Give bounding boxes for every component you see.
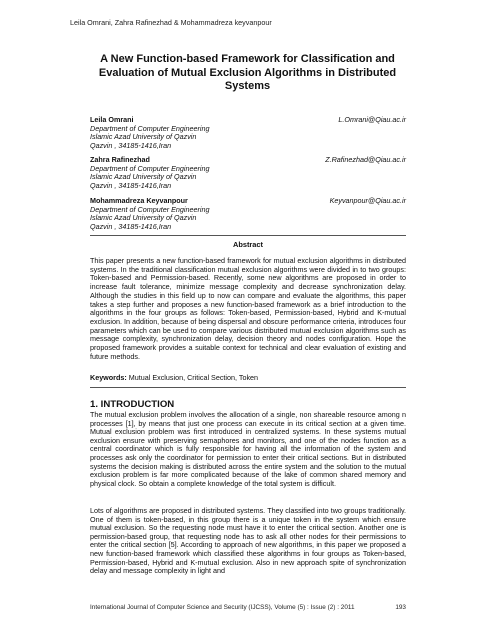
abstract-heading: Abstract: [233, 240, 263, 249]
author-email[interactable]: Keyvanpour@Qiau.ac.ir: [329, 196, 406, 205]
keywords-text: Mutual Exclusion, Critical Section, Token: [128, 373, 259, 382]
author-affiliation-line: Department of Computer Engineering: [90, 163, 210, 173]
author-affiliation-line: Islamic Azad University of Qazvin: [90, 132, 197, 142]
paper-title: A New Function-based Framework for Classification and Evaluation of Mutual Exclusion Algorithms in Distributed Systems: [98, 53, 397, 92]
author-name: Zahra Rafinezhad: [90, 155, 150, 164]
author-block: [90, 156, 406, 190]
author-affiliation-line: Department of Computer Engineering: [90, 123, 210, 133]
author-name: Leila Omrani: [90, 115, 134, 124]
author-affiliation-line: Department of Computer Engineering: [90, 204, 210, 214]
author-affiliation-line: Islamic Azad University of Qazvin: [90, 213, 197, 223]
author-affiliation-line: Qazvin , 34185-1416,Iran: [90, 180, 172, 190]
author-email[interactable]: Z.Rafinezhad@Qiau.ac.ir: [325, 155, 406, 164]
body-paragraph: The mutual exclusion problem involves the allocation of a single, non shareable resource among n processes [1], by means that just one process can execute in its critical section at a given time. Mutual exclusion problem was first introduced in centralized systems. In these systems mutual exclusion ensure with preserving semaphores and monitors, and one of the nodes function as a central coordinator which is fully responsible for having all the information of the system and processes ask only the coordinator for permission to enter their critical sections. But in distributed systems the decision making is distributed across the entire system and the solution to the mutual exclusion problem is far more complicated because of the lake of common shared memory and physical clock. So obtain a complete knowledge of the total system is difficult.: [90, 410, 406, 488]
author-affiliation-line: Islamic Azad University of Qazvin: [90, 172, 197, 182]
keywords-label: Keywords:: [90, 373, 127, 382]
running-head: Leila Omrani, Zahra Rafinezhad & Mohammadreza keyvanpour: [70, 18, 272, 27]
author-affiliation-line: Qazvin , 34185-1416,Iran: [90, 221, 172, 231]
page-footer: [90, 604, 406, 611]
author-email[interactable]: L.Omrani@Qiau.ac.ir: [338, 115, 406, 124]
author-block: [90, 116, 406, 150]
author-affiliation-line: Qazvin , 34185-1416,Iran: [90, 140, 172, 150]
keywords-bottom-rule: [90, 387, 406, 388]
author-block: [90, 197, 406, 231]
section-heading: 1. INTRODUCTION: [90, 399, 175, 410]
abstract-body: This paper presents a new function-based framework for mutual exclusion algorithms in distributed systems. In the traditional classification mutual exclusion algorithms were divided in to two groups: Token-based and Permission-based. Recently, some new algorithms are proposed in order to increase fault tolerance, minimize message complexity and decrease synchronization delay. Although the studies in this field up to now can compare and evaluate the algorithms, this paper takes a step further and proposes a new function-based framework as a brief introduction to the algorithms in the four groups as follows: Token-based, Permission-based, Hybrid and K-mutual exclusion. In addition, because of being dispersal and obscure performance criteria, introduces four parameters which can be used to compare various distributed mutual exclusion algorithms such as message complexity, synchronization delay, decision theory and nodes configuration. Hope the proposed framework provides a suitable context for technical and clear evaluation of existing and future methods.: [90, 256, 406, 361]
keywords-line: [90, 373, 406, 382]
footer-journal: International Journal of Computer Science and Security (IJCSS), Volume (5) : Issue (2) : 2011: [90, 604, 355, 611]
abstract-top-rule: [90, 235, 406, 236]
body-paragraph: Lots of algorithms are proposed in distributed systems. They classified into two groups traditionally. One of them is token-based, in this group there is a unique token in the system which ensure mutual exclusion. So the requesting node must have it to enter the critical section. Another one is permission-based group, that requesting node has to ask all other nodes for their permissions to enter the critical section [5]. According to approach of new algorithms, in this paper we proposed a new function-based framework which classified these algorithms in four groups as Token-based, Permission-based, Hybrid and K-mutual exclusion. Also in new approach spite of synchronization delay and message complexity in light and: [90, 506, 406, 576]
page-number: 193: [395, 604, 406, 611]
author-name: Mohammadreza Keyvanpour: [90, 196, 188, 205]
